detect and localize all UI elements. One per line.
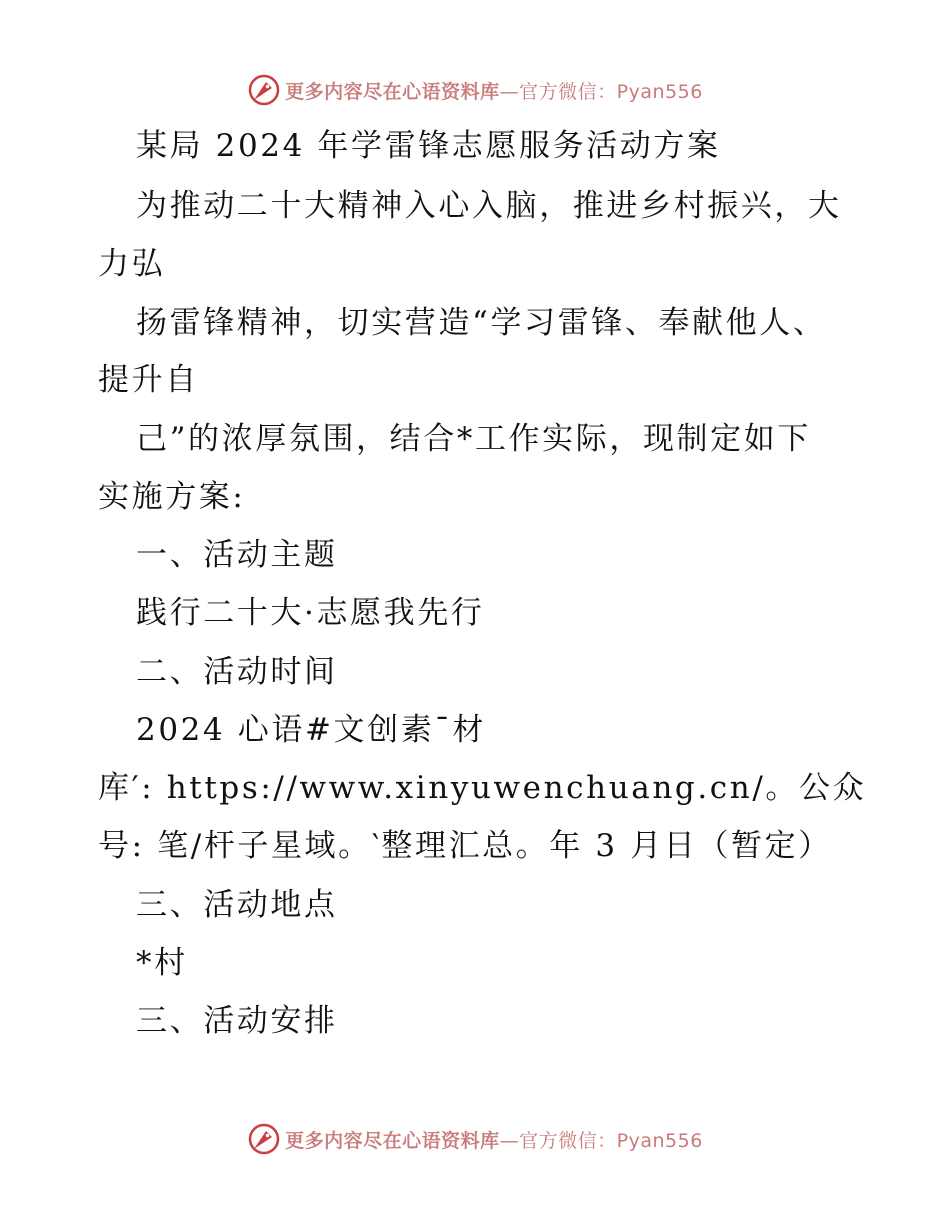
section-heading: 三、活动地点 — [136, 887, 338, 923]
paragraph-line: 己”的浓厚氛围，结合*工作实际，现制定如下 — [136, 421, 811, 457]
watermark-footer — [0, 1119, 950, 1159]
paragraph-line: 提升自 — [98, 362, 199, 398]
watermark-header — [0, 70, 950, 110]
paragraph-line: 2024 心语#文创素¯材 — [136, 712, 487, 748]
paragraph-line: 号: 笔/杆子星域。‵整理汇总。年 3 月日（暂定） — [98, 828, 832, 864]
paragraph-line: 为推动二十大精神入心入脑，推进乡村振兴，大 — [136, 188, 842, 224]
paragraph-line: *村 — [136, 945, 188, 981]
watermark-text: 更多内容尽在心语资料库—官方微信：Pyan556 — [285, 80, 703, 103]
document-title: 某局 2024 年学雷锋志愿服务活动方案 — [136, 128, 721, 164]
section-heading: 一、活动主题 — [136, 537, 338, 573]
pen-nib-icon — [247, 1122, 281, 1156]
paragraph-line: 践行二十大·志愿我先行 — [136, 595, 485, 631]
paragraph-line: 库′: https://www.xinyuwenchuang.cn/。公众 — [98, 770, 867, 806]
watermark-text: 更多内容尽在心语资料库—官方微信：Pyan556 — [285, 1129, 703, 1152]
paragraph-line: 实施方案: — [98, 479, 246, 515]
section-heading: 三、活动安排 — [136, 1003, 338, 1039]
section-heading: 二、活动时间 — [136, 654, 338, 690]
paragraph-line: 扬雷锋精神，切实营造“学习雷锋、奉献他人、 — [136, 305, 827, 341]
pen-nib-icon — [247, 73, 281, 107]
paragraph-line: 力弘 — [98, 246, 166, 282]
